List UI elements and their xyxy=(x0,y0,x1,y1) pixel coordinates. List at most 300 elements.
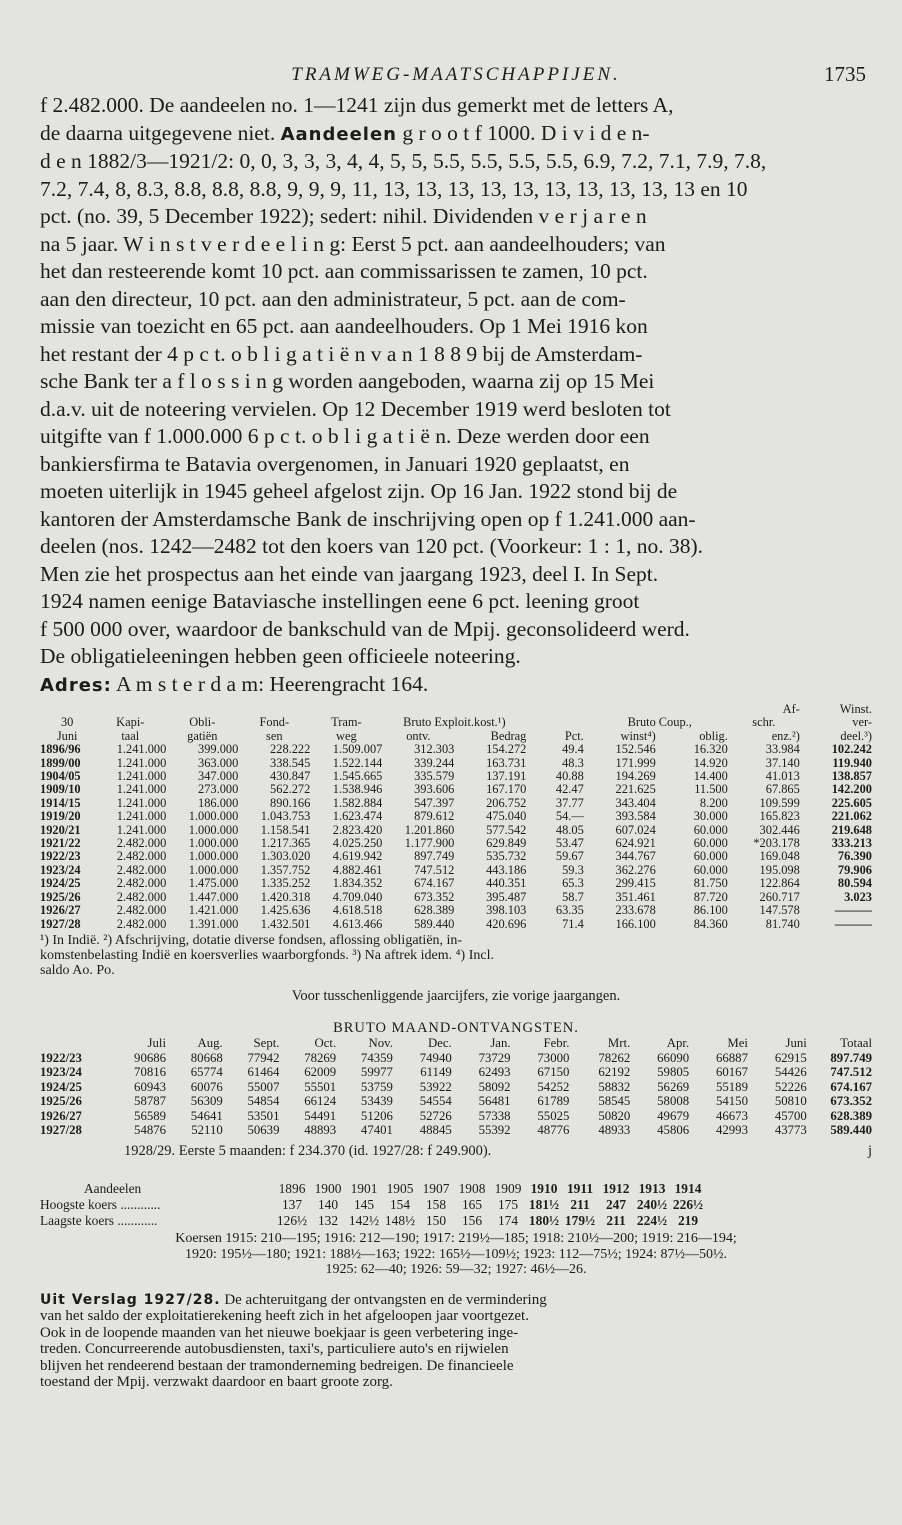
value-cell: 1.241.000 xyxy=(116,823,167,837)
verslag-line: van het saldo der exploitatierekening heeft zich in het afgeloopen jaar voortgezet. xyxy=(40,1308,529,1325)
table-row xyxy=(40,918,872,931)
value-cell: 219.648 xyxy=(831,823,872,837)
header-cell: Coup., xyxy=(658,716,692,730)
value-cell: 48933 xyxy=(598,1123,631,1138)
header-cell: schr. xyxy=(752,716,776,730)
text-line: deelen (nos. 1242—2482 tot den koers van 120 pct. (Voorkeur: 1 : 1, no. 38). xyxy=(40,534,704,558)
value-cell: 1.241.000 xyxy=(116,756,167,770)
value-cell: 49679 xyxy=(657,1108,690,1123)
value-cell: 55501 xyxy=(304,1079,337,1094)
value-cell: 58787 xyxy=(134,1094,167,1109)
verslag-line: blijven het rendeerend bestaan der tramonderneming bedreigen. De financieele xyxy=(40,1357,514,1374)
koersen-line: Koersen 1915: 210—195; 1916: 212—190; 1917: 219½—185; 1918: 210½—200; 1919: 216—194; xyxy=(175,1231,737,1247)
value-cell: 55189 xyxy=(715,1079,748,1094)
value-cell: 260.717 xyxy=(759,890,800,904)
month-header-cell: Totaal xyxy=(840,1035,872,1050)
value-cell: 747.512 xyxy=(830,1065,872,1080)
value-cell: 351.461 xyxy=(615,890,656,904)
year-cell: 1910 xyxy=(530,1181,558,1197)
value-cell: 240½ xyxy=(636,1197,668,1213)
table-row xyxy=(40,824,872,837)
month-header-cell: Juni xyxy=(785,1035,807,1050)
year-cell: 1900 xyxy=(314,1181,342,1197)
value-cell: 58092 xyxy=(478,1079,511,1094)
table-header-row-2 xyxy=(40,730,872,743)
value-cell: 607.024 xyxy=(615,823,656,837)
value-cell: 48776 xyxy=(537,1123,570,1138)
value-cell: 79.906 xyxy=(837,863,872,877)
value-cell: 2.823.420 xyxy=(332,823,383,837)
value-cell: 56481 xyxy=(478,1094,511,1109)
value-cell: 247 xyxy=(605,1197,627,1213)
header-cell: Bruto xyxy=(627,716,656,730)
value-cell: 152.546 xyxy=(615,743,656,757)
value-cell: 122.864 xyxy=(759,877,800,891)
value-cell: 54854 xyxy=(247,1094,280,1109)
value-cell: 54641 xyxy=(190,1108,223,1123)
value-cell: 58832 xyxy=(598,1079,631,1094)
value-cell: 58.7 xyxy=(562,890,584,904)
value-cell: 343.404 xyxy=(615,796,656,810)
value-cell: 61464 xyxy=(247,1065,280,1080)
value-cell: 53501 xyxy=(247,1108,280,1123)
value-cell: 142.200 xyxy=(831,783,872,797)
value-cell: 74940 xyxy=(419,1050,452,1065)
value-cell: 1.335.252 xyxy=(260,877,311,891)
value-cell: 59977 xyxy=(360,1065,393,1080)
year-cell: 1907 xyxy=(422,1181,450,1197)
value-cell: 302.446 xyxy=(759,823,800,837)
value-cell: 87.720 xyxy=(693,890,728,904)
value-cell: 80668 xyxy=(190,1050,223,1065)
value-cell: 535.732 xyxy=(486,850,527,864)
value-cell: 63.35 xyxy=(555,904,584,918)
year-cell: 1926/27 xyxy=(40,904,81,918)
value-cell: 56269 xyxy=(657,1079,690,1094)
value-cell: 60.000 xyxy=(693,837,728,851)
header-cell: Kapi- xyxy=(116,716,145,730)
year-cell: 1914/15 xyxy=(40,796,81,810)
value-cell: 224½ xyxy=(636,1213,668,1229)
value-cell: 90686 xyxy=(134,1050,167,1065)
value-cell: 897.749 xyxy=(414,850,455,864)
value-cell: 221.625 xyxy=(615,783,656,797)
header-cell: oblig. xyxy=(699,729,728,743)
monthly-row xyxy=(40,1094,872,1109)
value-cell: 399.000 xyxy=(198,743,239,757)
value-cell: 48845 xyxy=(419,1123,452,1138)
value-cell: ——— xyxy=(834,904,872,918)
value-cell: 45806 xyxy=(657,1123,690,1138)
value-cell: 52726 xyxy=(419,1108,452,1123)
value-cell: 674.167 xyxy=(414,877,455,891)
table-row xyxy=(40,904,872,917)
year-cell: 1923/24 xyxy=(40,1065,82,1080)
value-cell: 1.000.000 xyxy=(188,823,239,837)
value-cell: 61789 xyxy=(537,1094,570,1109)
value-cell: 53439 xyxy=(360,1094,393,1109)
value-cell: 1.241.000 xyxy=(116,796,167,810)
value-cell: 4.709.040 xyxy=(332,890,383,904)
value-cell: 1.303.020 xyxy=(260,850,311,864)
value-cell: 166.100 xyxy=(615,917,656,931)
value-cell: 138.857 xyxy=(831,770,872,784)
value-cell: 163.731 xyxy=(486,756,527,770)
value-cell: 61149 xyxy=(420,1065,452,1080)
value-cell: 1.582.884 xyxy=(332,796,383,810)
value-cell: 1.623.474 xyxy=(332,810,383,824)
value-cell: 73000 xyxy=(537,1050,570,1065)
financial-table xyxy=(40,703,872,931)
value-cell: 60.000 xyxy=(693,863,728,877)
year-cell: 1896 xyxy=(278,1181,306,1197)
header-cell: taal xyxy=(121,729,140,743)
value-cell: 1.241.000 xyxy=(116,783,167,797)
value-cell: 60076 xyxy=(190,1079,223,1094)
value-cell: 333.213 xyxy=(831,837,872,851)
value-cell: 48893 xyxy=(304,1123,337,1138)
value-cell: 70816 xyxy=(134,1065,167,1080)
line-1928: 1928/29. Eerste 5 maanden: f 234.370 (id. 1927/28: f 249.900). j xyxy=(124,1143,872,1160)
header-cell: Tram- xyxy=(331,716,362,730)
year-cell: 1904/05 xyxy=(40,770,81,784)
value-cell: 4.619.942 xyxy=(332,850,383,864)
value-cell: 206.752 xyxy=(486,796,527,810)
header-cell: Pct. xyxy=(564,729,584,743)
value-cell: 589.440 xyxy=(830,1123,872,1138)
header-cell: Fond- xyxy=(259,716,290,730)
koersen-line: 1920: 195½—180; 1921: 188½—163; 1922: 165½—109½; 1923: 112—75½; 1924: 87½—50½. xyxy=(185,1246,727,1262)
value-cell: 171.999 xyxy=(615,756,656,770)
value-cell: 194.269 xyxy=(615,770,656,784)
value-cell: 1.000.000 xyxy=(188,810,239,824)
value-cell: 137.191 xyxy=(486,770,527,784)
value-cell: 14.400 xyxy=(693,770,728,784)
value-cell: 221.062 xyxy=(831,810,872,824)
value-cell: 156 xyxy=(461,1213,483,1229)
header-cell: deel.³) xyxy=(840,729,872,743)
value-cell: 80.594 xyxy=(837,877,872,891)
value-cell: 443.186 xyxy=(486,863,527,877)
value-cell: 56309 xyxy=(190,1094,223,1109)
value-cell: 55392 xyxy=(478,1123,511,1138)
table-header-row-1 xyxy=(40,716,872,729)
value-cell: 1.425.636 xyxy=(260,904,311,918)
year-cell: 1922/23 xyxy=(40,1050,82,1065)
koers-high-row xyxy=(40,1197,872,1213)
footnote-line: saldo Ao. Po. xyxy=(40,962,115,978)
year-cell: 1901 xyxy=(350,1181,378,1197)
value-cell: 52226 xyxy=(774,1079,807,1094)
year-cell: 1927/28 xyxy=(40,1123,82,1138)
value-cell: 1.000.000 xyxy=(188,863,239,877)
value-cell: 339.244 xyxy=(414,756,455,770)
value-cell: 174 xyxy=(497,1213,519,1229)
month-header-cell: Apr. xyxy=(666,1035,690,1050)
value-cell: 1.000.000 xyxy=(188,850,239,864)
value-cell: 37.140 xyxy=(765,756,800,770)
value-cell: 45700 xyxy=(774,1108,807,1123)
value-cell: 2.482.000 xyxy=(116,837,167,851)
footnote-line: komstenbelasting Indië en koersverlies waarborgfonds. ³) Na aftrek idem. ⁴) Incl. xyxy=(40,947,494,963)
month-header-cell: Mei xyxy=(727,1035,748,1050)
value-cell: 1.538.946 xyxy=(332,783,383,797)
header-cell: ver- xyxy=(852,716,872,730)
running-title: TRAMWEG-MAATSCHAPPIJEN. xyxy=(291,64,621,85)
year-cell: 1924/25 xyxy=(40,877,81,891)
value-cell: 142½ xyxy=(348,1213,380,1229)
value-cell: 1.201.860 xyxy=(404,823,455,837)
value-cell: 30.000 xyxy=(693,810,728,824)
text-line: kantoren der Amsterdamsche Bank de inschrijving open op f 1.241.000 aan- xyxy=(40,506,696,531)
value-cell: 59.3 xyxy=(562,863,584,877)
text-line: Men zie het prospectus aan het einde van jaargang 1923, deel I. In Sept. xyxy=(40,561,659,586)
table-header-row-top xyxy=(40,703,872,716)
aandeelen-label: Aandeelen xyxy=(280,123,397,145)
value-cell: 33.984 xyxy=(765,743,800,757)
value-cell: 1.545.665 xyxy=(332,770,383,784)
year-cell: 1899/00 xyxy=(40,756,81,770)
mark: j xyxy=(867,1143,872,1160)
value-cell: 398.103 xyxy=(486,904,527,918)
value-cell: 78269 xyxy=(304,1050,337,1065)
value-cell: 52110 xyxy=(191,1123,223,1138)
value-cell: 62493 xyxy=(478,1065,511,1080)
text-line: moeten uiterlijk in 1945 geheel afgelost zijn. Op 16 Jan. 1922 stond bij de xyxy=(40,479,678,503)
address-line: Adres: A m s t e r d a m: Heerengracht 164. xyxy=(40,671,429,696)
value-cell: 897.749 xyxy=(830,1050,872,1065)
value-cell: 393.584 xyxy=(615,810,656,824)
value-cell: 890.166 xyxy=(270,796,311,810)
year-cell: 1914 xyxy=(674,1181,702,1197)
year-cell: 1922/23 xyxy=(40,850,81,864)
value-cell: 147.578 xyxy=(759,904,800,918)
value-cell: 589.440 xyxy=(414,917,455,931)
value-cell: 54554 xyxy=(419,1094,452,1109)
month-header-cell: Jan. xyxy=(490,1035,511,1050)
value-cell: 58545 xyxy=(598,1094,631,1109)
adres-label: Adres: xyxy=(40,674,112,696)
monthly-body xyxy=(40,1051,872,1139)
value-cell: 1.241.000 xyxy=(116,743,167,757)
value-cell: 66090 xyxy=(657,1050,690,1065)
value-cell: 16.320 xyxy=(693,743,728,757)
value-cell: 577.542 xyxy=(486,823,527,837)
value-cell: 312.303 xyxy=(414,743,455,757)
year-cell: 1909 xyxy=(494,1181,522,1197)
value-cell: 73729 xyxy=(478,1050,511,1065)
verslag-line: Uit Verslag 1927/28. De achteruitgang der ontvangsten en de vermindering xyxy=(40,1291,547,1308)
monthly-row xyxy=(40,1109,872,1124)
value-cell: 4.613.466 xyxy=(332,917,383,931)
text-line: 7.2, 7.4, 8, 8.3, 8.8, 8.8, 8.8, 9, 9, 9, 11, 13, 13, 13, 13, 13, 13, 13, 13, 13, 13 en 10 xyxy=(40,176,748,201)
value-cell: 54252 xyxy=(537,1079,570,1094)
value-cell: 169.048 xyxy=(759,850,800,864)
year-cell: 1927/28 xyxy=(40,917,81,931)
page-header xyxy=(40,58,872,92)
value-cell: 81.750 xyxy=(693,877,728,891)
month-header-cell: Febr. xyxy=(543,1035,570,1050)
value-cell: 475.040 xyxy=(486,810,527,824)
value-cell: 47401 xyxy=(360,1123,393,1138)
value-cell: 1.522.144 xyxy=(332,756,383,770)
value-cell: 109.599 xyxy=(759,796,800,810)
value-cell: 57338 xyxy=(478,1108,511,1123)
value-cell: 53.47 xyxy=(555,837,584,851)
value-cell: 673.352 xyxy=(414,890,455,904)
value-cell: 1.000.000 xyxy=(188,837,239,851)
value-cell: 62009 xyxy=(304,1065,337,1080)
value-cell: 195.098 xyxy=(759,863,800,877)
value-cell: 4.882.461 xyxy=(332,863,383,877)
text-line: het restant der 4 p c t. o b l i g a t i ë n v a n 1 8 8 9 bij de Amsterdam- xyxy=(40,341,643,366)
year-cell: 1911 xyxy=(566,1181,594,1197)
month-header-cell: Nov. xyxy=(368,1035,393,1050)
value-cell: 42993 xyxy=(715,1123,748,1138)
text-line: f 2.482.000. De aandeelen no. 1—1241 zijn dus gemerkt met de letters A, xyxy=(40,93,674,117)
value-cell: 186.000 xyxy=(198,796,239,810)
value-cell: 211 xyxy=(570,1197,590,1213)
text-line: de daarna uitgegevene niet. Aandeelen g r o o t f 1000. D i v i d e n- xyxy=(40,120,650,145)
verslag-line: treden. Concurreerende autobusdiensten, taxi's, particuliere auto's en rijwielen xyxy=(40,1341,509,1358)
value-cell: 60167 xyxy=(715,1065,748,1080)
value-cell: 338.545 xyxy=(270,756,311,770)
text-line: De obligatieleeningen hebben geen officieele noteering. xyxy=(40,644,521,668)
value-cell: 1.432.501 xyxy=(260,917,311,931)
value-cell: 299.415 xyxy=(615,877,656,891)
year-cell: 1923/24 xyxy=(40,863,81,877)
value-cell: 40.88 xyxy=(555,770,584,784)
value-cell: 225.605 xyxy=(831,796,872,810)
value-cell: 49.4 xyxy=(562,743,584,757)
text-line: aan den directeur, 10 pct. aan den administrateur, 5 pct. aan de com- xyxy=(40,286,626,311)
header-cell: weg xyxy=(336,729,357,743)
koers-table xyxy=(40,1181,872,1229)
value-cell: 65.3 xyxy=(562,877,584,891)
value-cell: 747.512 xyxy=(414,863,455,877)
value-cell: 132 xyxy=(317,1213,339,1229)
value-cell: 58008 xyxy=(657,1094,690,1109)
monthly-row xyxy=(40,1123,872,1138)
row-label: Hoogste koers ............ xyxy=(40,1197,161,1213)
value-cell: 54876 xyxy=(134,1123,167,1138)
footnote-line: ¹) In Indië. ²) Afschrijving, dotatie diverse fondsen, aflossing obligatiën, in- xyxy=(40,932,463,948)
value-cell: 165.823 xyxy=(759,810,800,824)
year-cell: 1925/26 xyxy=(40,1094,82,1109)
value-cell: 879.612 xyxy=(414,810,455,824)
year-cell: 1919/20 xyxy=(40,810,81,824)
value-cell: 60.000 xyxy=(693,850,728,864)
koersen-text xyxy=(40,1231,872,1278)
value-cell: 2.482.000 xyxy=(116,863,167,877)
header-cell: 30 xyxy=(60,716,74,730)
value-cell: 2.482.000 xyxy=(116,850,167,864)
value-cell: 86.100 xyxy=(693,904,728,918)
koersen-line: 1925: 62—40; 1926: 59—32; 1927: 46½—26. xyxy=(325,1262,587,1278)
value-cell: 1.158.541 xyxy=(260,823,311,837)
text-line: f 500 000 over, waardoor de bankschuld van de Mpij. geconsolideerd werd. xyxy=(40,616,690,641)
month-header-cell: Sept. xyxy=(253,1035,280,1050)
value-cell: 71.4 xyxy=(562,917,584,931)
value-cell: 67150 xyxy=(537,1065,570,1080)
value-cell: *203.178 xyxy=(753,837,800,851)
value-cell: 219 xyxy=(677,1213,699,1229)
value-cell: 59805 xyxy=(657,1065,690,1080)
header-cell: ontv. xyxy=(406,729,431,743)
value-cell: 154 xyxy=(389,1197,411,1213)
value-cell: 1.357.752 xyxy=(260,863,311,877)
value-cell: 1.421.000 xyxy=(188,904,239,918)
table-row xyxy=(40,891,872,904)
value-cell: 175 xyxy=(497,1197,519,1213)
value-cell: 119.940 xyxy=(832,756,872,770)
value-cell: 56589 xyxy=(134,1108,167,1123)
value-cell: 362.276 xyxy=(615,863,656,877)
month-header-cell: Aug. xyxy=(197,1035,223,1050)
value-cell: 226½ xyxy=(672,1197,704,1213)
value-cell: 145 xyxy=(353,1197,375,1213)
value-cell: 1.509.007 xyxy=(332,743,383,757)
header-cell: sen xyxy=(266,729,283,743)
text-line: d e n 1882/3—1921/2: 0, 0, 3, 3, 3, 4, 4, 5, 5, 5.5, 5.5, 5.5, 5.5, 6.9, 7.2, 7.1, 7.9, 7.8, xyxy=(40,149,767,173)
value-cell: 60943 xyxy=(134,1079,167,1094)
value-cell: 673.352 xyxy=(830,1094,872,1109)
value-cell: 43773 xyxy=(774,1123,807,1138)
value-cell: 51206 xyxy=(360,1108,393,1123)
value-cell: 53759 xyxy=(360,1079,393,1094)
value-cell: 41.013 xyxy=(765,770,800,784)
header-cell: Bruto Exploit.kost.¹) xyxy=(403,716,506,730)
value-cell: 4.618.518 xyxy=(332,904,383,918)
value-cell: 76.390 xyxy=(837,850,872,864)
value-cell: 347.000 xyxy=(198,770,239,784)
value-cell: 60.000 xyxy=(693,823,728,837)
value-cell: 624.921 xyxy=(615,837,656,851)
monthly-row xyxy=(40,1080,872,1095)
value-cell: 54150 xyxy=(715,1094,748,1109)
value-cell: 440.351 xyxy=(486,877,527,891)
value-cell: 629.849 xyxy=(486,837,527,851)
text-line: d.a.v. uit de noteering vervielen. Op 12 December 1919 werd besloten tot xyxy=(40,396,671,421)
monthly-row xyxy=(40,1051,872,1066)
row-label: Aandeelen xyxy=(84,1181,142,1197)
monthly-title: BRUTO MAAND-ONTVANGSTEN. xyxy=(333,1019,579,1036)
value-cell: 228.222 xyxy=(270,743,311,757)
row-label: Laagste koers ............ xyxy=(40,1213,158,1229)
year-cell: 1896/96 xyxy=(40,743,81,757)
table-row xyxy=(40,797,872,810)
text-line: bankiersfirma te Batavia overgenomen, in Januari 1920 geplaatst, en xyxy=(40,451,630,476)
value-cell: 167.170 xyxy=(486,783,527,797)
month-header-cell: Mrt. xyxy=(607,1035,631,1050)
footnotes xyxy=(40,933,872,978)
value-cell: 180½ xyxy=(528,1213,560,1229)
value-cell: 1.834.352 xyxy=(332,877,383,891)
text-line: pct. (no. 39, 5 December 1922); sedert: nihil. Dividenden v e r j a r e n xyxy=(40,204,647,228)
value-cell: 66124 xyxy=(304,1094,337,1109)
value-cell: 126½ xyxy=(276,1213,308,1229)
value-cell: 1.043.753 xyxy=(260,810,311,824)
value-cell: 1.447.000 xyxy=(188,890,239,904)
value-cell: 2.482.000 xyxy=(116,917,167,931)
value-cell: 181½ xyxy=(528,1197,560,1213)
text-line: missie van toezicht en 65 pct. aan aandeelhouders. Op 1 Mei 1916 kon xyxy=(40,314,648,338)
table-row xyxy=(40,743,872,756)
value-cell: 54.— xyxy=(555,810,584,824)
value-cell: 393.606 xyxy=(414,783,455,797)
value-cell: 148½ xyxy=(384,1213,416,1229)
value-cell: ——— xyxy=(834,917,872,931)
